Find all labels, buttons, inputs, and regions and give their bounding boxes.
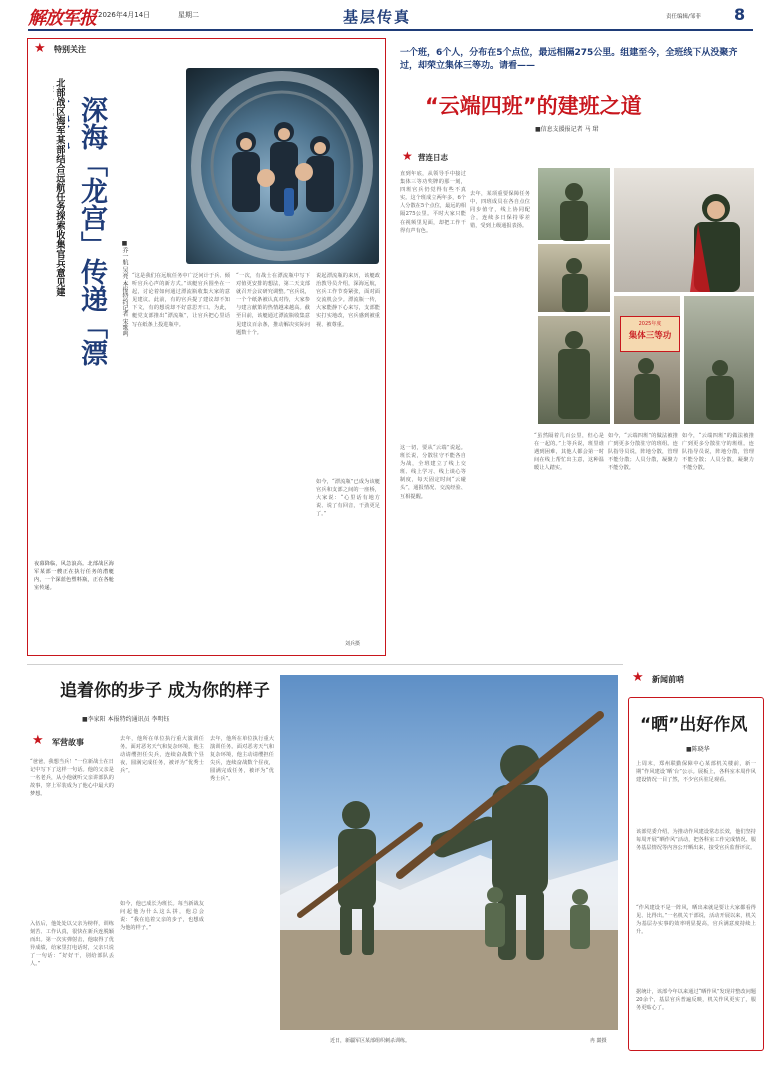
bottom-body-2: 入伍后，他处处以父亲为榜样，训练刻苦、工作认真，很快在新兵连脱颖而出。第一次实弹射击，他取得了优异成绩，给家里打电话时，父亲只说了一句话：“好好干，别给部队丢人。”	[30, 921, 114, 968]
star-icon: ★	[34, 41, 46, 56]
training-photo-credit: 冉 燚摄	[590, 1038, 607, 1044]
sidebar-body-4: 据统计，该部今年以来通过“晒作风”发现并整改问题20余个，基层官兵普遍反映，机关作风更实了，服务更贴心了。	[636, 989, 756, 1012]
right-body-1: 直到年底，从领导手中接过集体三等功奖牌的那一刻，四班官兵仍觉得有些不真实。这个班成立两年多，6个人分散在5个点位，最远的相隔275公里。平时大家只能在视频里见面，却把工作干得有声有色。	[400, 171, 466, 234]
page-number: 8	[734, 5, 746, 24]
bottom-body-3: 去年，他所在单位执行重大演训任务。面对恶劣天气和复杂环境，他主动请缨担任尖兵，连续奋战数个昼夜，圆满完成任务，被评为“优秀士兵”。	[120, 736, 204, 775]
sidebar-byline: ■陈晓华	[686, 746, 710, 753]
bottom-byline: ■李家阳 本报特约通讯员 李明钰	[82, 716, 170, 723]
feature-body-2: “一次，有战士在漂流瓶中写下对值更安排的想法，第二天支部就召开会议研究调整。”官兵说，一个个纸条被认真对待，大家参与建言献策的热情越来越高。截至目前，该艇通过漂流瓶收集意见建议百余条，推动解决实际问题数十个。	[236, 273, 310, 336]
star-icon: ★	[402, 149, 413, 163]
divider	[27, 664, 623, 665]
photo-caption: 近日，新疆军区某部组织刺杀训练。	[330, 1038, 411, 1044]
sidebar-body-2: 该部党委介绍，为推动作风建设常态长效，他们坚持每周开展“晒作风”活动，把各科室工作完成情况、服务基层情况等内容公开晒出来，接受官兵监督评议。	[636, 829, 756, 852]
right-feature-byline: ■信息支援报记者 马 珺	[535, 126, 599, 133]
feature-headline: 深海「龙宫」传递「漂	[76, 96, 107, 366]
right-body-4: “虽然隔着几百公里，但心是在一起的。”上等兵说，班里谁遇到困难，其他人都会第一时间在线上帮忙出主意，这种温暖让人踏实。	[534, 433, 604, 472]
star-icon: ★	[32, 733, 44, 748]
right-body-2: 这一切，要从“云端”说起。班长说，分散驻守不能各自为战，全班建立了线上交班、线上学习、线上谈心等制度，每天固定时间“云碰头”，通报情况、交流经验、互相提醒。	[400, 445, 466, 500]
log-tag	[400, 151, 490, 165]
submarine-crew-photo	[186, 68, 379, 264]
feature-kicker: 北部战区海军某部结合远航任务探索收集官兵意见建	[54, 78, 65, 297]
section-title: 基层传真	[343, 8, 412, 26]
feature-body-3: 说起漂流瓶的来历，该艇政治教导员介绍，深海远航，官兵工作节奏紧张，面对面交流机会少。漂流瓶一传，大家能静下心来写，支部能实打实地改，官兵感到被重视、被尊重。	[316, 273, 380, 328]
photo-credit: 刘兵摄	[345, 641, 361, 647]
feature-body-1: “这是我们在远航任务中广泛问计于兵、倾听官兵心声的新方式。”该艇官兵围坐在一起，讨论着如何通过漂流瓶收集大家的意见建议。此前，有的官兵提了建议却不知下文，有的想说却不好意思开口。为此，艇党支部推出“漂流瓶”，让官兵把心里话写在纸条上投进瓶中。	[132, 273, 230, 328]
story-tag	[30, 735, 130, 751]
bayonet-training-photo	[280, 675, 618, 1030]
sidebar-tag	[632, 672, 752, 688]
sidebar-body-3: “作风建设不是一阵风，晒出来就是要让大家都看得见、比得出。”一名机关干部说，活动开展以来，机关为基层办实事的效率明显提高，官兵满意度持续上升。	[636, 905, 756, 936]
training-illustration	[280, 675, 618, 1030]
sidebar-headline: “晒”出好作风	[640, 715, 748, 735]
photo-illustration	[186, 68, 379, 264]
right-body-5: 如今，“云端四班”的做法被推广到更多分散驻守的班组。连队指导员说，阵地分散，管理不能分散；人员分散，凝聚力不能分散。	[608, 433, 678, 472]
bottom-body-4: 如今，他已成长为班长。每当新战友问起他为什么这么拼，他总会说：“我在追着父亲的步子，也想成为他的样子。”	[120, 901, 204, 932]
masthead-logo: 解放军报	[28, 8, 96, 29]
feature-body-4: 如今，“漂流瓶”已成为该艇官兵和支部之间的一座桥，大家说：“心里话有地方说、说了有回音，干劲更足了。”	[316, 479, 380, 518]
honor-sign	[620, 316, 680, 352]
masthead-editor: 责任编辑/邹菲	[666, 14, 701, 20]
right-feature-intro: 一个班，6个人，分布在5个点位，最远相隔275公里。组建至今，全班线下从没聚齐过，却荣立集体三等功。请看——	[400, 48, 738, 71]
feature-tag-label: 特别关注	[54, 45, 86, 54]
feature-byline: ■乔一航 吴亮 本报特约记者 宋歌鸣	[121, 240, 128, 337]
masthead-date: 2026年4月14日	[98, 11, 151, 19]
soldier-silhouettes	[538, 168, 754, 424]
masthead-rule	[28, 29, 753, 31]
honor-year: 2025年度	[638, 321, 662, 327]
masthead-weekday: 星期二	[178, 11, 199, 19]
bottom-body-1: “爸爸，我想当兵！”一位新战士在日记中写下了这样一句话。他的父亲是一名老兵，从小他就听父亲讲部队的故事，穿上军装成为了他心中最大的梦想。	[30, 759, 114, 798]
bottom-headline: 追着你的步子 成为你的样子	[60, 681, 270, 701]
log-tag-label: 营连日志	[418, 153, 448, 162]
bottom-body-5: 去年，他所在单位执行重大演训任务。面对恶劣天气和复杂环境，他主动请缨担任尖兵，连续奋战数个昼夜，圆满完成任务，被评为“优秀士兵”。	[210, 736, 274, 783]
sidebar-tag-label: 新闻前哨	[652, 675, 684, 684]
honor-title: 集体三等功	[628, 331, 672, 341]
feature-lead-text: 夜幕降临，风急浪高。北部战区海军某部一艘正在执行任务的潜艇内，一个深蓝色塑料瓶，正在各舱室传递。	[34, 561, 114, 592]
story-tag-label: 军营故事	[52, 738, 84, 747]
feature-tag	[32, 42, 122, 58]
sidebar-body-1: 上周末，郑州联勤保障中心某部机关楼前，新一期“作风建设‘晒’台”公示。展板上，各科室本周作风建设情况一目了然，不少官兵驻足观看。	[636, 761, 756, 784]
masthead	[0, 0, 779, 36]
right-body-3: 去年，某项重要保障任务中，四班成员在各自点位同步值守，线上协同配合，连续多日保持零差错，受到上级通报表扬。	[470, 191, 530, 230]
right-feature-headline: “云端四班”的建班之道	[425, 94, 642, 118]
bottle-shape	[284, 188, 294, 216]
star-icon: ★	[632, 670, 644, 685]
right-body-6: 如今，“云端四班”的做法被推广到更多分散驻守的班组。连队指导员说，阵地分散，管理不能分散；人员分散，凝聚力不能分散。	[682, 433, 754, 472]
